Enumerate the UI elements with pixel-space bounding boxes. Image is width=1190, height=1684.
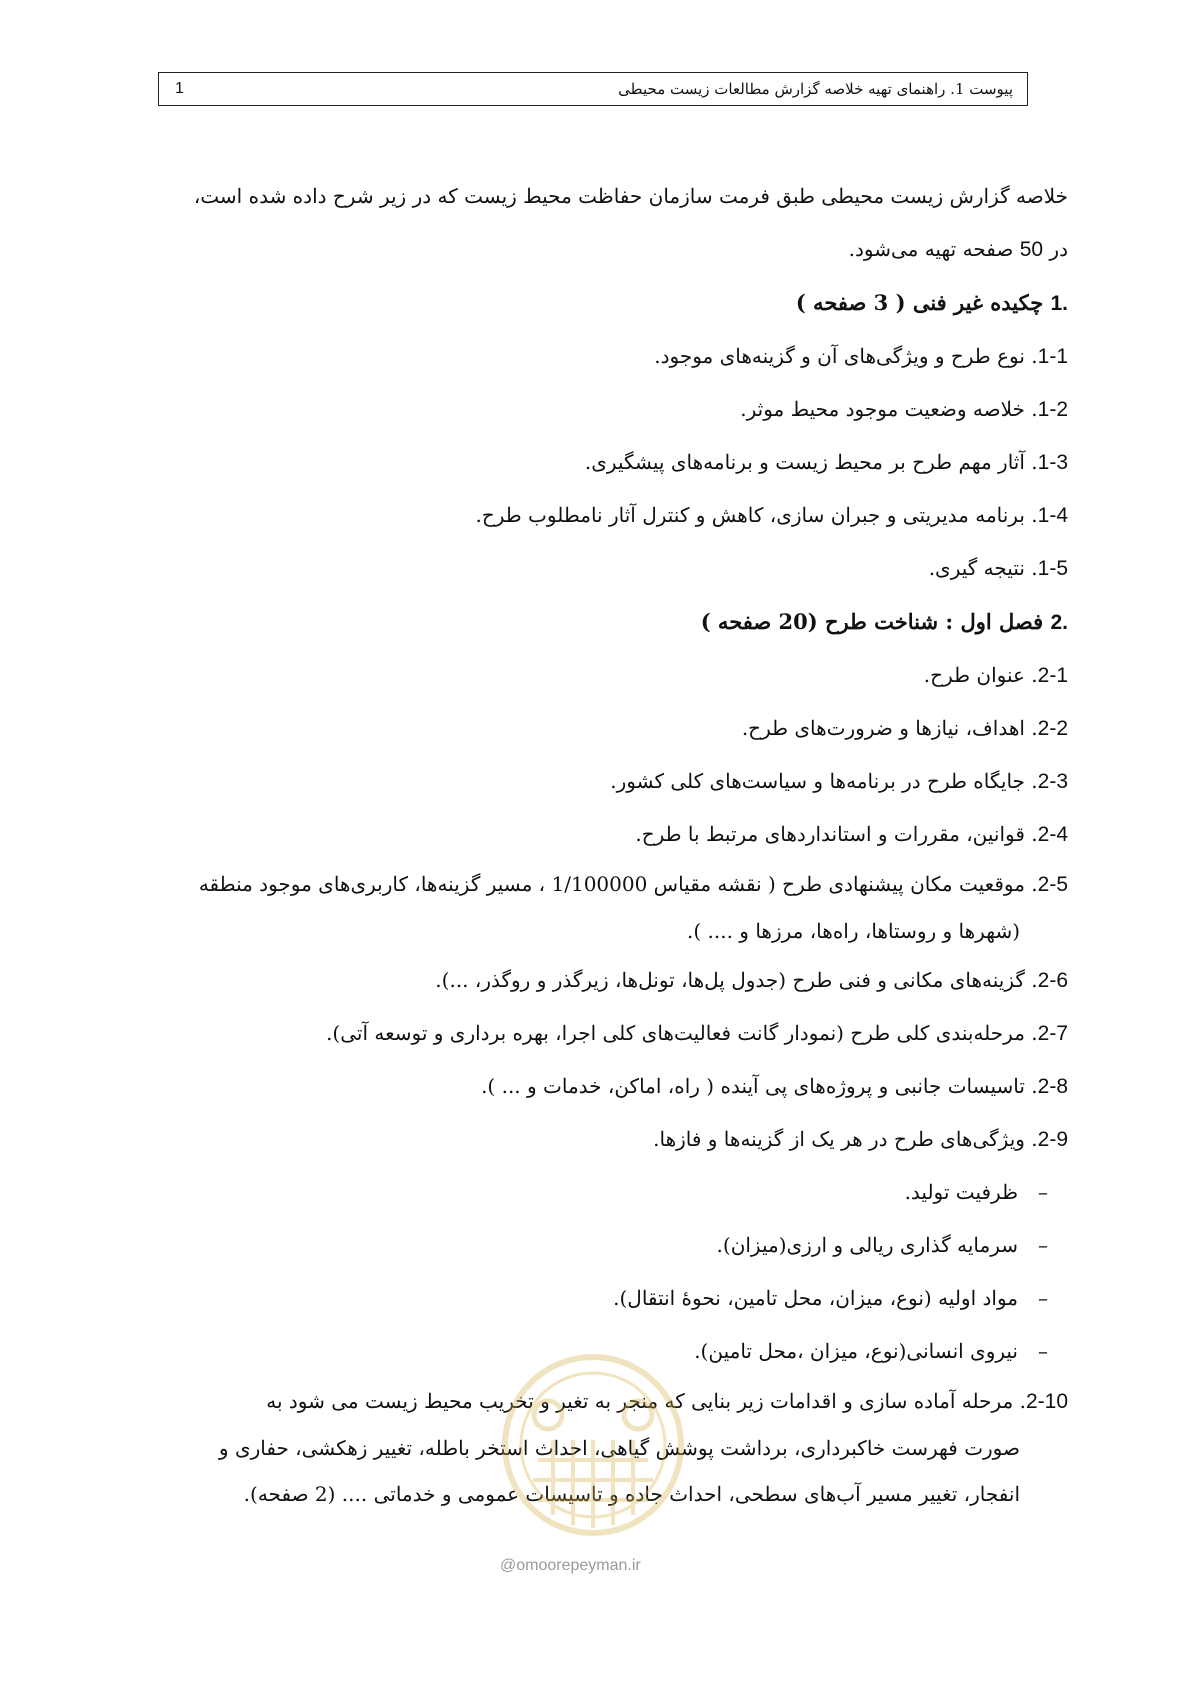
sub-list-item: –سرمایه گذاری ریالی و ارزی(میزان). bbox=[716, 1233, 1048, 1257]
document-body bbox=[170, 170, 1068, 1517]
sub-list-item: –نیروی انسانی(نوع، میزان ،محل تامین). bbox=[694, 1339, 1048, 1363]
page-header bbox=[158, 72, 1028, 106]
list-item-preparation: 2-10. مرحله آماده سازی و اقدامات زیر بنایی که منجر به تغیر و تخریب محیط زیست می شود به صورت فهرست خاکبرداری، برداشت پوشش گیاهی، احداث استخر باطله، تغییر زهکشی، حفاری و انفجار، تغییر مسیر آب‌های سطحی، احداث جاده و تاسیسات عمومی و خدماتی .... (2 صفحه). bbox=[218, 1389, 1068, 1506]
list-item: 1-4. برنامه مدیریتی و جبران سازی، کاهش و کنترل آثار نامطلوب طرح. bbox=[475, 503, 1068, 527]
list-item: 1-3. آثار مهم طرح بر محیط زیست و برنامه‌های پیشگیری. bbox=[584, 450, 1068, 474]
section1-heading: 1. چکیده غیر فنی ( 3 صفحه ) bbox=[795, 290, 1068, 315]
list-item: 2-9. ویژگی‌های طرح در هر یک از گزینه‌ها و فازها. bbox=[653, 1127, 1068, 1151]
list-item: 1-2. خلاصه وضعیت موجود محیط موثر. bbox=[740, 397, 1068, 421]
list-item: 2-4. قوانین، مقررات و استانداردهای مرتبط با طرح. bbox=[635, 822, 1068, 846]
page-number: 1 bbox=[175, 80, 184, 97]
list-item: 2-3. جایگاه طرح در برنامه‌ها و سیاست‌های کلی کشور. bbox=[610, 769, 1068, 793]
list-item: 2-2. اهداف، نیازها و ضرورت‌های طرح. bbox=[741, 716, 1068, 740]
list-item: 1-1. نوع طرح و ویژگی‌های آن و گزینه‌های موجود. bbox=[654, 344, 1068, 368]
watermark-text: @omoorepeyman.ir bbox=[500, 1557, 641, 1574]
list-item: 2-6. گزینه‌های مکانی و فنی طرح (جدول پل‌ها، تونل‌ها، زیرگذر و روگذر، ...). bbox=[435, 968, 1068, 992]
header-title: پیوست 1. راهنمای تهیه خلاصه گزارش مطالعات زیست محیطی bbox=[618, 80, 1013, 98]
section2-heading: 2. فصل اول : شناخت طرح (20 صفحه ) bbox=[700, 609, 1068, 634]
intro-line2: در 50 صفحه تهیه می‌شود. bbox=[848, 237, 1068, 261]
sub-list-item: –مواد اولیه (نوع، میزان، محل تامین، نحوهٔ انتقال). bbox=[613, 1286, 1048, 1310]
list-item: 1-5. نتیجه گیری. bbox=[928, 556, 1068, 580]
intro-line1: خلاصه گزارش زیست محیطی طبق فرمت سازمان حفاظت محیط زیست که در زیر شرح داده شده است، bbox=[193, 184, 1068, 208]
watermark-logo-icon bbox=[498, 1330, 688, 1550]
list-item-location: 2-5. موقعیت مکان پیشنهادی طرح ( نقشه مقیاس 1/100000 ، مسیر گزینه‌ها، کاربری‌های موجود منطقه (شهرها و روستاها، راه‌ها، مرزها و .... ). bbox=[198, 872, 1068, 943]
list-item: 2-1. عنوان طرح. bbox=[923, 663, 1068, 687]
sub-list-item: –ظرفیت تولید. bbox=[904, 1180, 1048, 1204]
list-item: 2-8. تاسیسات جانبی و پروژه‌های پی آینده ( راه، اماکن، خدمات و ... ). bbox=[481, 1074, 1068, 1098]
intro-paragraph bbox=[170, 170, 1068, 223]
list-item: 2-7. مرحله‌بندی کلی طرح (نمودار گانت فعالیت‌های کلی اجرا، بهره برداری و توسعه آتی). bbox=[326, 1021, 1068, 1045]
